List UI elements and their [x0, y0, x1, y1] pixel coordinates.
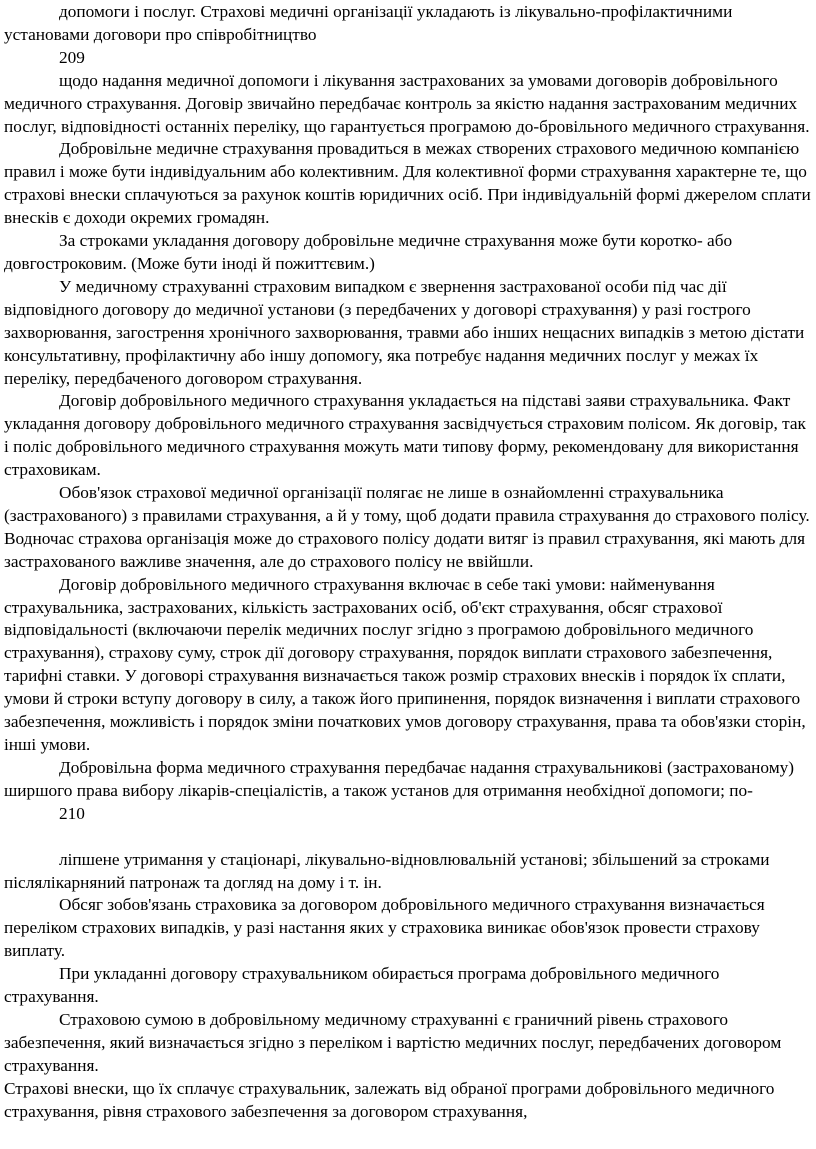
paragraph: щодо надання медичної допомоги і лікування застрахованих за умовами договорів добровільного медичного страхування. Договір звичайно передбачає контроль за якістю надання застрахованим медичних послуг, відповідності останніх переліку, що гарантується програмою до-бровільного медичного страхування. [4, 70, 810, 136]
page-number: 210 [59, 803, 85, 823]
paragraph: Страховою сумою в добровільному медичному страхуванні є граничний рівень страхового забезпечення, який визначається згідно з переліком і вартістю медичних послуг, передбачених договором страхування. [4, 1009, 782, 1075]
page-break-gap [4, 826, 812, 849]
paragraph: Обов'язок страхової медичної організації полягає не лише в ознайомленні страхувальника (застрахованого) з правилами страхування, а й у тому, щоб додати правила страхування до страхового полісу. Водночас страхова організація може до страхового полісу додати витяг із правил страхування, які мають для застрахованого важливе значення, але до страхового полісу не ввійшли. [4, 483, 810, 571]
paragraph: При укладанні договору страхувальником обирається програма добровільного медичного страхування. [4, 964, 720, 1007]
paragraph: Добровільна форма медичного страхування передбачає надання страхувальникові (застрахованому) ширшого права вибору лікарів-спеціалістів, а також установ для отримання необхідної допомоги; по- [4, 757, 795, 800]
paragraph: Добровільне медичне страхування провадиться в межах створених страхового медичною компанією правил і може бути індивідуальним або колективним. Для колективної форми страхування характерне те, що страхові внески сплачуються за рахунок коштів юридичних осіб. При індивідуальній формі джерелом сплати внесків є доходи окремих громадян. [4, 139, 811, 228]
paragraph: У медичному страхуванні страховим випадком є звернення застрахованої особи під час дії відповідного договору до медичної установи (з передбачених у договорі страхування) у разі гострого захворювання, загострення хронічного захворювання, травми або інших нещасних випадків з метою дістати консультативну, профілактичну або іншу допомогу, яка потребує надання медичних послуг у межах їх переліку, передбаченого договором страхування. [4, 276, 805, 388]
paragraph: Страхові внески, що їх сплачує страхувальник, залежать від обраної програми добровільного медичного страхування, рівня страхового забезпечення за договором страхування, [4, 1078, 775, 1121]
paragraph: ліпшене утримання у стаціонарі, лікувально-відновлювальній установі; збільшений за строками післялікарняний патронаж та догляд на дому і т. ін. [4, 849, 770, 892]
paragraph: Обсяг зобов'язань страховика за договором добровільного медичного страхування визначається переліком страхових випадків, у разі настання яких у страховика виникає обов'язок провести страхову виплату. [4, 895, 765, 961]
paragraph: За строками укладання договору добровільне медичне страхування може бути коротко- або довгостроковим. (Може бути іноді й пожиттєвим.) [4, 231, 733, 273]
page-number: 209 [59, 47, 85, 67]
paragraph: допомоги і послуг. Страхові медичні організації укладають із лікувально-профілактичними установами договори про співробітництво [4, 2, 733, 44]
paragraph: Договір добровільного медичного страхування укладається на підставі заяви страхувальника. Факт укладання договору добровільного медичного страхування засвідчується страховим полісом. Як договір, так і поліс добровільного медичного страхування можуть мати типову форму, рекомендовану для використання страховикам. [4, 391, 806, 480]
paragraph: Договір добровільного медичного страхування включає в себе такі умови: найменування страхувальника, застрахованих, кількість застрахованих осіб, об'єкт страхування, обсяг страхової відповідальності (включаючи перелік медичних послуг згідно з програмою добровільного медичного страхування), страхову суму, строк дії договору страхування, порядок виплати страхового забезпечення, тарифні ставки. У договорі страхування визначається також розмір страхових внесків і порядок їх сплати, умови й строки вступу договору в силу, а також його припинення, порядок визначення і виплати страхового забезпечення, можливість і порядок зміни початкових умов договору страхування, права та обов'язки сторін, інші умови. [4, 574, 806, 754]
